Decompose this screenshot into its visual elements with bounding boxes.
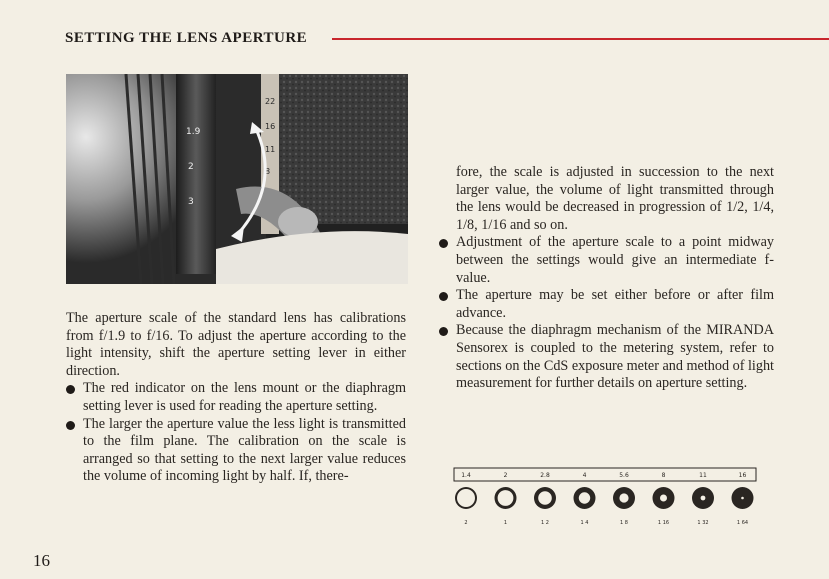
bullet-item: [456, 287, 774, 322]
svg-text:1.9: 1.9: [186, 127, 201, 137]
intro-paragraph: The aperture scale of the standard lens has calibrations from f/1.9 to f/16. To adjust the aperture according to the light intensity, shift the aperture setting lever in either direction.: [66, 310, 406, 379]
continuation-paragraph: fore, the scale is adjusted in succession to the next larger value, the volume of light transmitted through the lens would be decreased in progression of 1/2, 1/4, 1/8, 1/16 and so on.: [456, 164, 774, 233]
bullet-text: The red indicator on the lens mount or the diaphragm setting lever is used for reading the aperture setting.: [83, 380, 406, 414]
bullet-dot: [66, 385, 75, 394]
svg-text:3: 3: [188, 197, 194, 207]
bullet-text: The aperture may be set either before or after film advance.: [456, 287, 774, 321]
lens-photo: [66, 74, 408, 284]
bullet-text: Adjustment of the aperture scale to a point midway between the settings would give an intermediate f-value.: [456, 234, 774, 286]
iris-opening: [457, 489, 475, 507]
iris-opening: [498, 490, 514, 506]
iris-opening: [741, 497, 744, 500]
svg-text:2: 2: [188, 162, 194, 172]
bullet-item: [456, 322, 774, 392]
aperture-diagram: [452, 466, 760, 528]
bullet-dot: [439, 239, 448, 248]
svg-text:22: 22: [265, 97, 276, 106]
bullet-item: [66, 416, 406, 486]
bullet-item: [66, 380, 406, 415]
light-fraction-label: 1 2: [541, 520, 549, 526]
f-value-label: 2: [503, 472, 508, 479]
f-scale-frame: [454, 468, 756, 481]
light-fraction-label: 1 64: [736, 520, 749, 526]
section-title: SETTING THE LENS APERTURE: [65, 30, 308, 46]
f-value-label: 8: [661, 472, 666, 479]
iris-opening: [660, 495, 667, 502]
light-fraction-label: 1 4: [580, 520, 589, 526]
bullet-dot: [439, 292, 448, 301]
bullet-dot: [439, 327, 448, 336]
lens-photo-illustration: [66, 74, 408, 284]
f-value-label: 2.8: [540, 472, 550, 479]
light-fraction-label: 1 32: [697, 520, 709, 526]
page-number: 16: [33, 551, 50, 570]
aperture-diagram-svg: [452, 466, 760, 528]
bullet-dot: [66, 421, 75, 430]
red-rule: [332, 38, 829, 40]
svg-text:16: 16: [265, 122, 276, 131]
bullet-text: The larger the aperture value the less light is transmitted to the film plane. The calibration on the scale is arranged so that setting to the next larger value reduces the volume of incoming light by half. If, there-: [83, 415, 406, 485]
bullet-text: Because the diaphragm mechanism of the MIRANDA Sensorex is coupled to the metering system, refer to sections on the CdS exposure meter and method of light measurement for further details on aperture setting.: [456, 322, 774, 392]
f-value-label: 11: [699, 472, 707, 479]
light-fraction-label: 1: [503, 520, 508, 526]
left-column: [66, 310, 406, 486]
f-value-label: 16: [738, 472, 747, 479]
f-value-label: 1.4: [461, 472, 471, 479]
light-fraction-label: 1 16: [657, 520, 670, 526]
light-fraction-label: 2: [464, 520, 468, 526]
iris-opening: [579, 492, 590, 503]
iris-opening: [538, 491, 552, 505]
light-fraction-label: 1 8: [620, 520, 628, 526]
svg-text:8: 8: [265, 167, 271, 176]
iris-opening: [619, 493, 628, 502]
iris-opening: [701, 496, 706, 501]
f-value-label: 5.6: [619, 472, 629, 479]
bullet-item: [456, 234, 774, 287]
f-value-label: 4: [582, 472, 587, 479]
right-column: [456, 164, 774, 393]
svg-text:11: 11: [265, 145, 276, 154]
